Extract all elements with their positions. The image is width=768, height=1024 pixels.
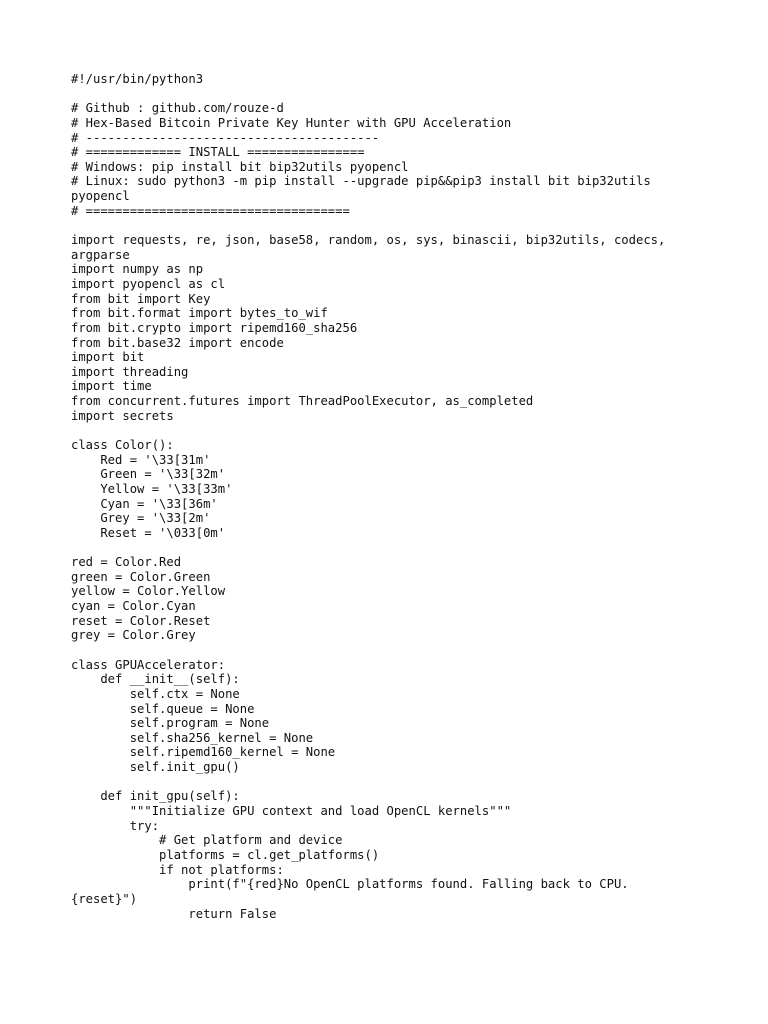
code-line: import secrets [71,408,174,423]
code-line: Yellow = '\33[33m' [71,481,233,496]
code-line: from bit import Key [71,291,211,306]
blank-line [71,775,711,790]
blank-line [71,87,711,102]
code-line: Grey = '\33[2m' [71,511,211,526]
code-line: class GPUAccelerator: [71,657,226,672]
code-line: Cyan = '\33[36m' [71,496,218,511]
code-line: def __init__(self): [71,672,240,687]
code-line: """Initialize GPU context and load OpenCL kernels""" [71,804,512,819]
code-line: print(f"{red}No OpenCL platforms found. Falling back to CPU. [71,877,629,892]
code-line: red = Color.Red [71,555,182,570]
code-line: grey = Color.Grey [71,628,196,643]
code-line: yellow = Color.Yellow [71,584,226,599]
code-line: from bit.crypto import ripemd160_sha256 [71,320,358,335]
code-line: class Color(): [71,438,174,453]
code-line: import threading [71,364,189,379]
code-line: self.program = None [71,716,270,731]
code-line: # Linux: sudo python3 -m pip install --upgrade pip&&pip3 install bit bip32utils [71,174,651,189]
code-line: reset = Color.Reset [71,613,211,628]
code-line: from bit.base32 import encode [71,335,284,350]
code-line: self.queue = None [71,701,255,716]
code-line: # ---------------------------------------- [71,130,380,145]
code-line: import pyopencl as cl [71,276,226,291]
code-line: import time [71,379,152,394]
code-line: pyopencl [71,189,130,204]
code-line: if not platforms: [71,862,284,877]
code-line: # Github : github.com/rouze-d [71,101,284,116]
code-line: # ==================================== [71,203,350,218]
code-line: import requests, re, json, base58, random, os, sys, binascii, bip32utils, codecs, [71,233,666,248]
blank-line [71,541,711,556]
code-line: # Get platform and device [71,833,343,848]
code-listing [71,72,711,921]
code-line: argparse [71,247,130,262]
code-line: import numpy as np [71,262,204,277]
code-line: return False [71,906,277,921]
code-line: # Windows: pip install bit bip32utils pyopencl [71,159,409,174]
code-line: platforms = cl.get_platforms() [71,847,380,862]
code-line: Reset = '\033[0m' [71,525,226,540]
code-line: from concurrent.futures import ThreadPoolExecutor, as_completed [71,394,534,409]
code-line: import bit [71,350,145,365]
blank-line [71,643,711,658]
code-line: from bit.format import bytes_to_wif [71,306,328,321]
blank-line [71,423,711,438]
code-line: Red = '\33[31m' [71,452,211,467]
code-line: self.ctx = None [71,686,240,701]
code-line: Green = '\33[32m' [71,467,226,482]
code-line: # ============= INSTALL ================ [71,145,365,160]
blank-line [71,218,711,233]
code-line: self.init_gpu() [71,760,240,775]
code-line: green = Color.Green [71,569,211,584]
code-line: def init_gpu(self): [71,789,240,804]
code-line: {reset}") [71,891,138,906]
code-line: try: [71,818,160,833]
code-line: # Hex-Based Bitcoin Private Key Hunter with GPU Acceleration [71,115,512,130]
code-line: self.ripemd160_kernel = None [71,745,336,760]
code-line: cyan = Color.Cyan [71,599,196,614]
code-line: #!/usr/bin/python3 [71,72,204,86]
code-line: self.sha256_kernel = None [71,730,314,745]
